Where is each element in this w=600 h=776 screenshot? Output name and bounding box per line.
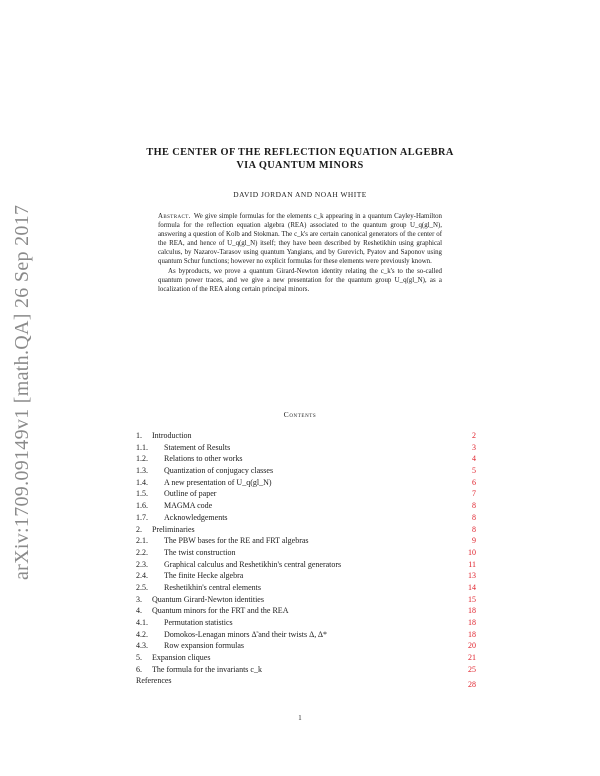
abstract-text-1: We give simple formulas for the elements c_k appearing in a quantum Cayley-Hamilton formula for the reflection equation algebra (REA) associated to the quantum group U_q(gl_N), answering a question of Kolb and Stokman. The c_k's are certain canonical generators of the center of the REA, and hence of U_q(gl_N) itself; they have been described by Reshetikhin using graphical calculus, by Nazarov-Tarasov using quantum Yangians, and by Gurevich, Pyatov and Saponov using quantum Schur functions; however no explicit formulas for these elements were previously known.: [158, 213, 442, 266]
toc-entry-page-link[interactable]: 18: [468, 629, 476, 639]
toc-entry[interactable]: [136, 500, 476, 512]
toc-entry[interactable]: [136, 675, 476, 690]
toc-entry-left: [136, 442, 230, 454]
toc-entry-number: 2.4.: [136, 571, 148, 581]
toc-entry[interactable]: [136, 570, 476, 582]
toc-entry-page-link[interactable]: 8: [472, 501, 476, 511]
toc-entry-title: Graphical calculus and Reshetikhin's central generators: [164, 559, 342, 569]
toc-entry-title: Statement of Results: [164, 442, 231, 452]
toc-entry-left: [136, 547, 236, 559]
toc-entry-number: 4.2.: [136, 629, 148, 639]
toc-entry-title: Preliminaries: [152, 524, 195, 534]
toc-entry[interactable]: [136, 664, 476, 676]
toc-entry-page-link[interactable]: 13: [468, 571, 476, 581]
toc-entry-title: The formula for the invariants c_k: [152, 664, 262, 674]
toc-entry-number: 2.1.: [136, 536, 148, 546]
toc-entry-page-link[interactable]: 18: [468, 606, 476, 616]
page-number: 1: [298, 715, 302, 722]
toc-entry-number: 1.4.: [136, 477, 148, 487]
toc-entry[interactable]: [136, 605, 476, 617]
toc-entry-title: Row expansion formulas: [164, 641, 244, 651]
toc-entry-left: [136, 629, 327, 641]
toc-entry-left: [136, 594, 264, 606]
toc-entry-number: 2.2.: [136, 547, 148, 557]
toc-entry[interactable]: [136, 617, 476, 629]
toc-entry-number: 6.: [136, 664, 142, 674]
toc-entry[interactable]: [136, 547, 476, 559]
toc-entry-left: [136, 617, 233, 629]
toc-entry-left: [136, 675, 172, 687]
toc-entry-page-link[interactable]: 6: [472, 477, 476, 487]
toc-entry-page-link[interactable]: 9: [472, 536, 476, 546]
toc-entry-left: [136, 640, 244, 652]
toc-entry-left: [136, 652, 210, 664]
toc-entry-number: 5.: [136, 653, 142, 663]
toc-entry-number: 4.3.: [136, 641, 148, 651]
toc-entry-number: 1.5.: [136, 489, 148, 499]
toc-entry-left: [136, 582, 261, 594]
toc-entry[interactable]: [136, 535, 476, 547]
authors: DAVID JORDAN AND NOAH WHITE: [233, 190, 367, 199]
toc-entry-left: [136, 664, 262, 676]
toc-entry-left: [136, 605, 288, 617]
toc-entry[interactable]: [136, 582, 476, 594]
toc-entry-page-link[interactable]: 3: [472, 442, 476, 452]
toc-entry-title: Permutation statistics: [164, 618, 233, 627]
title-line-1: THE CENTER OF THE REFLECTION EQUATION ALGEBRA: [146, 147, 454, 158]
toc-entry-left: [136, 500, 212, 512]
toc-entry[interactable]: [136, 430, 476, 442]
toc-entry-left: [136, 570, 243, 582]
arxiv-identifier-stamp: arXiv:1709.09149v1 [math.QA] 26 Sep 2017: [11, 204, 33, 580]
toc-entry[interactable]: [136, 594, 476, 606]
title-line-2: VIA QUANTUM MINORS: [236, 160, 364, 171]
toc-entry-number: 2.: [136, 524, 142, 534]
toc-entry-title: Quantum Girard-Newton identities: [152, 594, 264, 604]
abstract-label: Abstract.: [158, 213, 191, 220]
toc-entry-page-link[interactable]: 7: [472, 489, 476, 499]
toc-entry-number: 3.: [136, 594, 142, 604]
toc-entry[interactable]: [136, 442, 476, 454]
toc-entry-title: The finite Hecke algebra: [164, 571, 244, 581]
toc-entry-title: Domokos-Lenagan minors Δ̃ and their twists Δ, Δ*: [164, 629, 327, 639]
toc-entry-left: [136, 465, 273, 477]
toc-entry-page-link[interactable]: 11: [468, 559, 476, 569]
toc-entry[interactable]: [136, 465, 476, 477]
toc-entry-page-link[interactable]: 20: [468, 641, 476, 651]
toc-entry-page-link[interactable]: 15: [468, 594, 476, 604]
toc-entry-page-link[interactable]: 8: [472, 524, 476, 534]
toc-entry-page-link[interactable]: 10: [468, 547, 476, 557]
toc-entry-page-link[interactable]: 2: [472, 431, 476, 440]
toc-entry-page-link[interactable]: 21: [468, 653, 476, 663]
toc-entry-number: 1.7.: [136, 512, 148, 522]
toc-entry[interactable]: [136, 477, 476, 489]
toc-entry[interactable]: [136, 559, 476, 571]
abstract-paragraph-2: As byproducts, we prove a quantum Girard-Newton identity relating the c_k's to the so-called quantum power traces, and we give a new presentation for the quantum group U_q(gl_N), as a localization of the REA along certain principal minors.: [158, 267, 442, 293]
toc-entry-title: Reshetikhin's central elements: [164, 582, 261, 592]
toc-entry[interactable]: [136, 629, 476, 641]
toc-entry[interactable]: [136, 524, 476, 536]
toc-entry[interactable]: [136, 652, 476, 664]
toc-entry-title: The twist construction: [164, 547, 236, 557]
toc-entry-number: 1.6.: [136, 501, 148, 511]
toc-entry-page-link[interactable]: 14: [468, 582, 476, 592]
toc-entry-left: [136, 453, 242, 465]
toc-entry-page-link[interactable]: 8: [472, 512, 476, 522]
toc-entry-left: [136, 512, 228, 524]
abstract: [158, 212, 442, 294]
toc-entry-title: MAGMA code: [164, 501, 213, 511]
toc-entry-title: Outline of paper: [164, 489, 217, 499]
toc-entry-page-link[interactable]: 5: [472, 466, 476, 476]
toc-entry-page-link[interactable]: 4: [472, 454, 476, 464]
abstract-paragraph-1: [158, 212, 442, 267]
toc-entry-number: 2.5.: [136, 582, 148, 592]
toc-entry-title: Quantization of conjugacy classes: [164, 466, 274, 476]
toc-entry-page-link[interactable]: 28: [468, 680, 476, 690]
toc-entry-left: [136, 488, 216, 500]
toc-entry-page-link[interactable]: 25: [468, 664, 476, 674]
toc-entry-number: 2.3.: [136, 559, 148, 569]
toc-entry[interactable]: [136, 453, 476, 465]
toc-entry-number: 1.: [136, 431, 142, 440]
toc-entry-number: 1.2.: [136, 454, 148, 464]
paper-title: [110, 146, 490, 172]
toc-entry-title: Acknowledgements: [164, 512, 228, 522]
table-of-contents: [136, 430, 476, 690]
toc-entry-title: The PBW bases for the RE and FRT algebras: [164, 536, 309, 546]
toc-entry[interactable]: [136, 640, 476, 652]
toc-entry-title: Introduction: [152, 431, 192, 440]
toc-entry-number: 1.1.: [136, 442, 148, 452]
toc-entry[interactable]: [136, 488, 476, 500]
toc-entry-number: 4.: [136, 606, 142, 616]
toc-entry-left: [136, 477, 272, 489]
toc-entry-title: Quantum minors for the FRT and the REA: [152, 606, 289, 616]
toc-entry-left: [136, 535, 309, 547]
toc-entry-title: Relations to other works: [164, 454, 243, 464]
toc-entry-title: References: [136, 676, 172, 686]
toc-entry-left: [136, 559, 341, 571]
toc-entry-number: 1.3.: [136, 466, 148, 476]
toc-entry-left: [136, 524, 195, 536]
contents-heading: Contents: [283, 410, 317, 419]
toc-entry-title: A new presentation of U_q(gl_N): [164, 477, 272, 487]
toc-entry-page-link[interactable]: 18: [468, 618, 476, 627]
toc-entry-left: [136, 430, 192, 442]
toc-entry-title: Expansion cliques: [152, 653, 211, 663]
toc-entry[interactable]: [136, 512, 476, 524]
toc-entry-number: 4.1.: [136, 618, 148, 627]
